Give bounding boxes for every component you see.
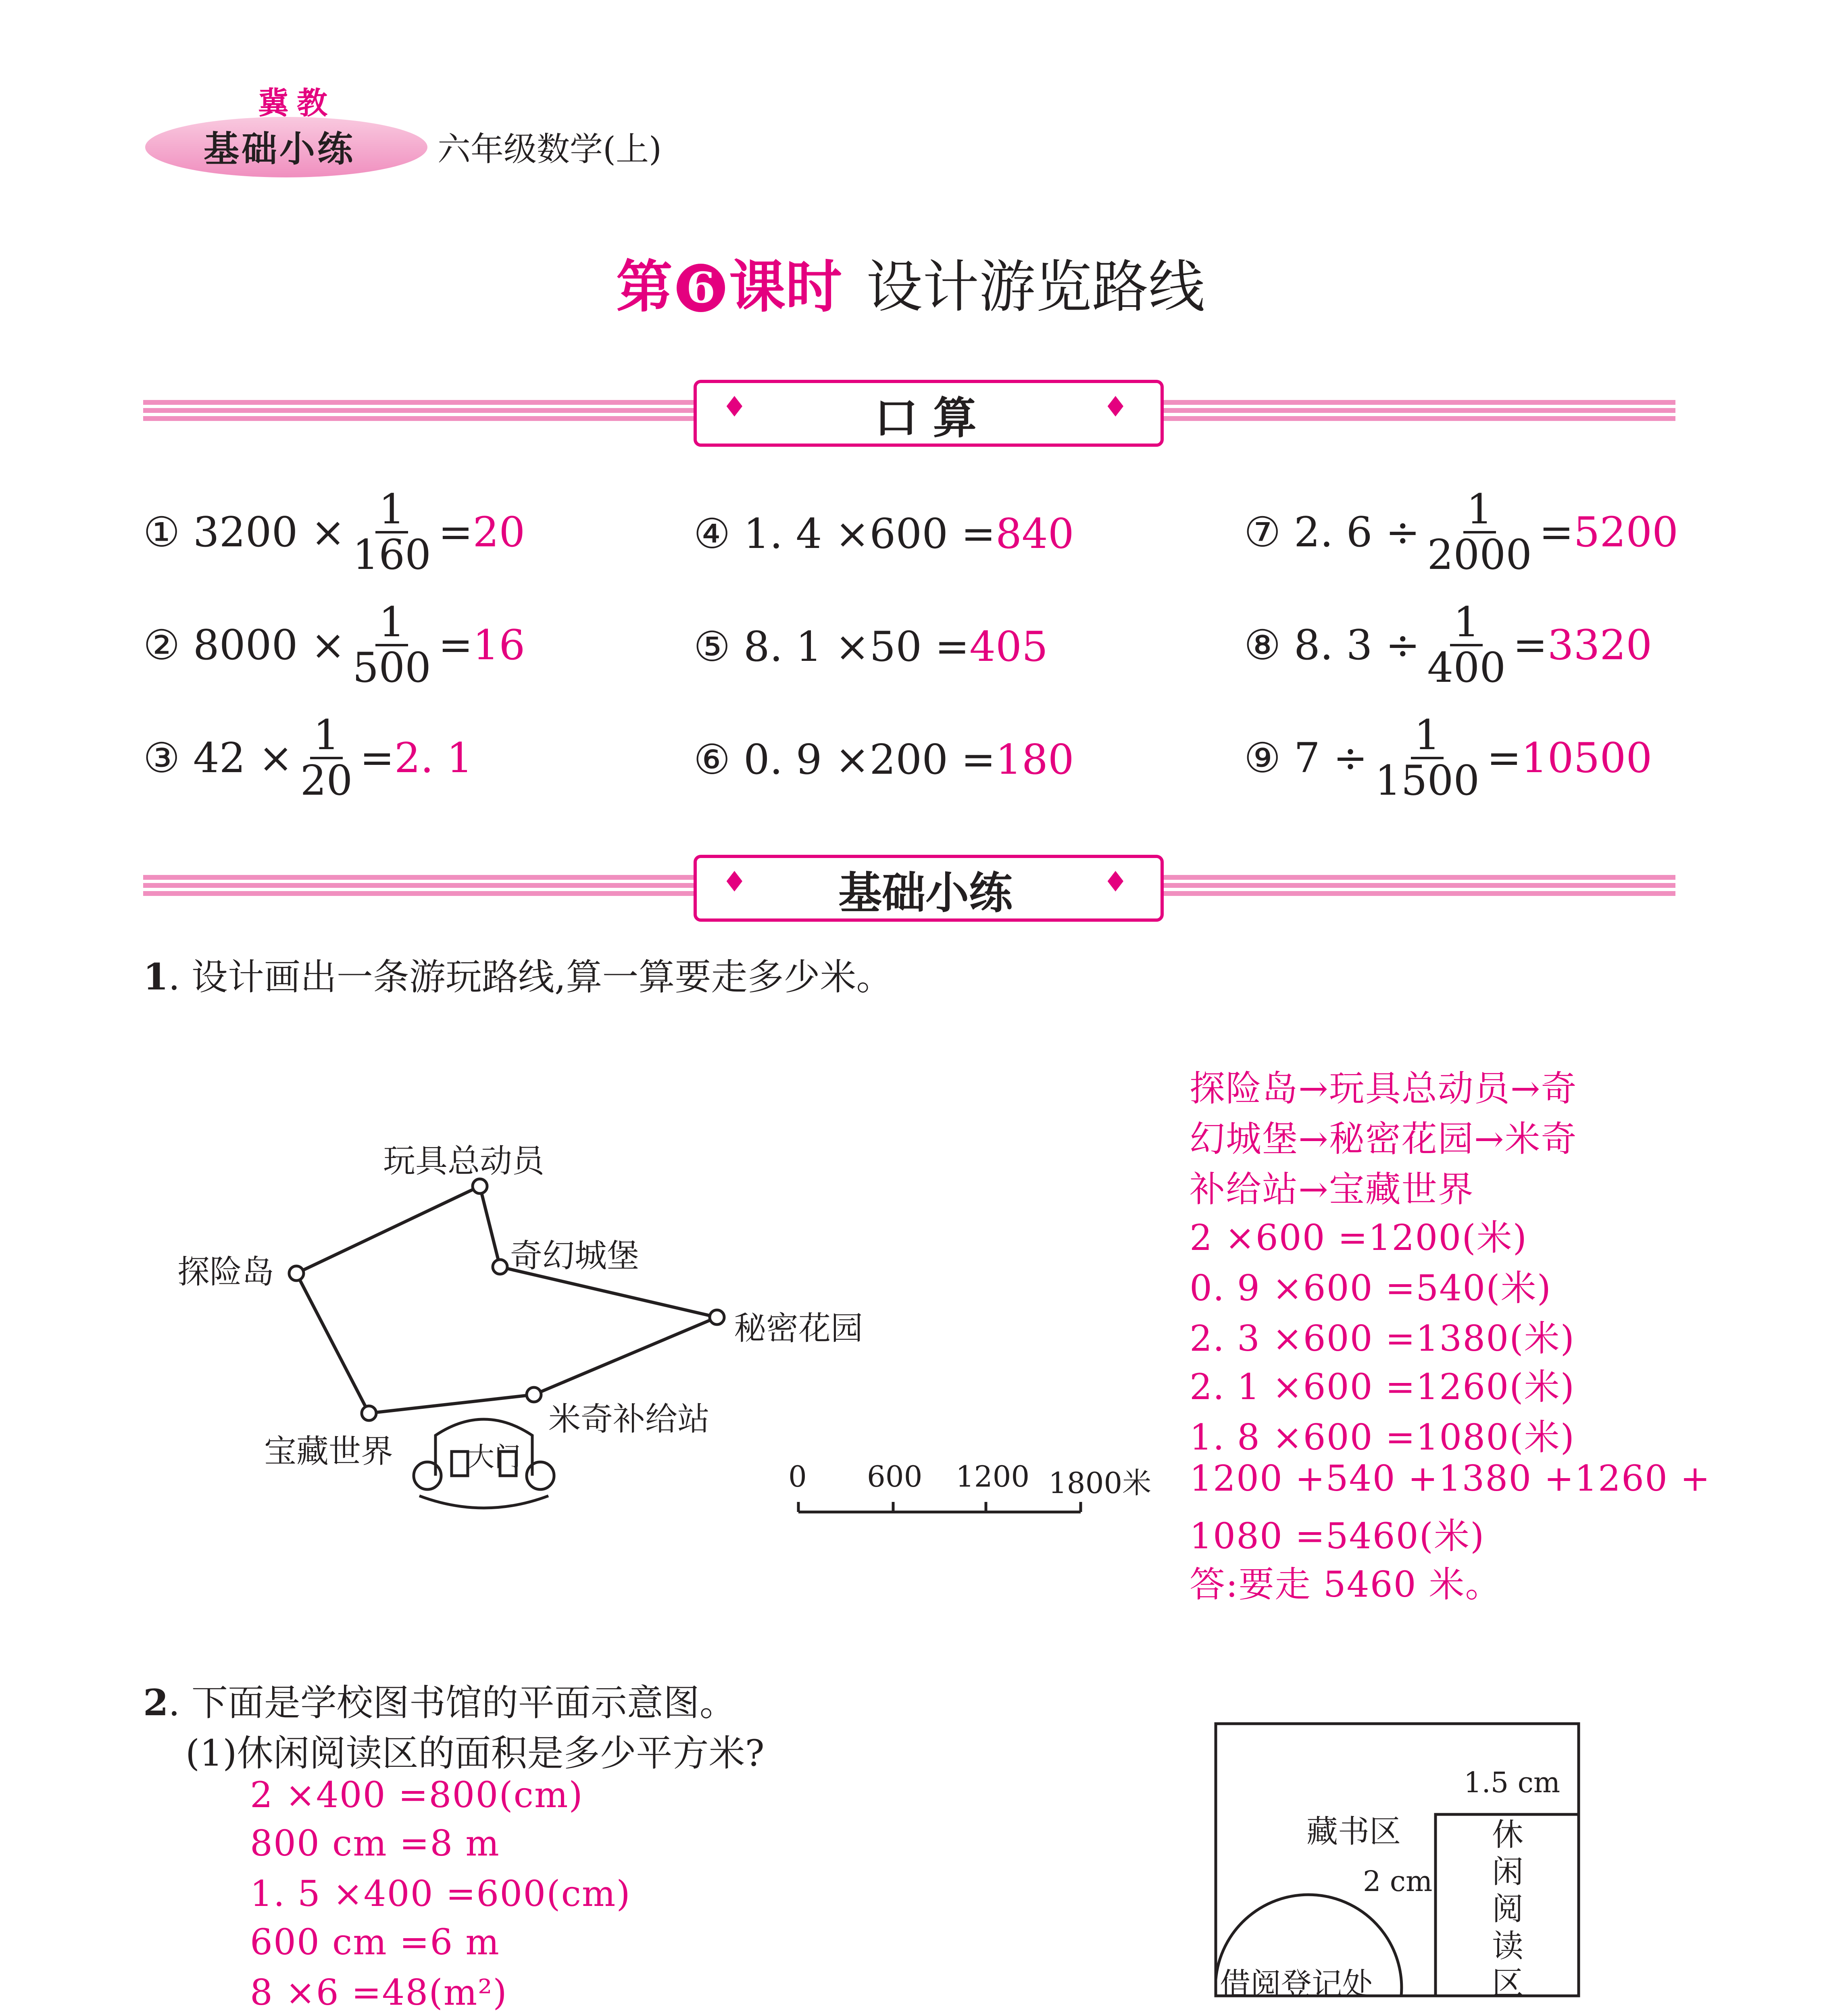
- point-treasure: [362, 1406, 376, 1420]
- header-brand: 基础小练: [204, 128, 356, 170]
- plan-height-label: 2 cm: [1363, 1865, 1433, 1898]
- diamond-icon: ♦: [722, 865, 747, 898]
- q2-prompt: 2. 下面是学校图书馆的平面示意图。: [143, 1681, 736, 1724]
- mental-item-4: ④ 1. 4 ×600 = 840: [694, 510, 1074, 558]
- scale-tick: 600: [867, 1460, 923, 1493]
- scale-tick: 0: [788, 1460, 807, 1493]
- mental-item-9: ⑨ 7 ÷ $\frac{1}{1500}$ = 10500: [1244, 711, 1652, 805]
- answer: 405: [969, 623, 1048, 671]
- q1-answer-line: 0. 9 ×600 =540(米): [1190, 1267, 1552, 1309]
- q1-answer-line: 2 ×600 =1200(米): [1190, 1217, 1527, 1258]
- q2-part1-answer: 8 ×6 =48(m²): [250, 1972, 508, 2013]
- mental-item-5: ⑤ 8. 1 ×50 = 405: [694, 623, 1048, 671]
- q1-answer-line: 探险岛→玩具总动员→奇: [1190, 1068, 1577, 1109]
- label-garden: 秘密花园: [734, 1310, 863, 1347]
- q1-answer-line: 1. 8 ×600 =1080(米): [1190, 1416, 1575, 1458]
- point-island: [289, 1266, 304, 1281]
- q1-prompt: 1. 设计画出一条游玩路线,算一算要走多少米。: [143, 956, 893, 998]
- q2-part1-answer: 1. 5 ×400 =600(cm): [250, 1873, 631, 1914]
- header-publisher: 冀教: [258, 85, 335, 121]
- q2-part1-answer: 2 ×400 =800(cm): [250, 1774, 583, 1816]
- scale-bar: [798, 1502, 1081, 1512]
- diamond-icon: ♦: [1103, 390, 1128, 423]
- answer: 16: [473, 621, 525, 669]
- lesson-prefix: 第: [616, 254, 673, 320]
- section-title-basic: 基础小练: [838, 868, 1013, 918]
- q1-answer-line: 幻城堡→秘密花园→米奇: [1190, 1118, 1577, 1160]
- mental-item-7: ⑦ 2. 6 ÷ $\frac{1}{2000}$ = 5200: [1244, 485, 1679, 579]
- lesson-suffix: 课时: [729, 254, 842, 320]
- mental-item-6: ⑥ 0. 9 ×200 = 180: [694, 736, 1074, 784]
- q2-part1-answer: 600 cm =6 m: [250, 1921, 500, 1963]
- answer: 3320: [1547, 621, 1652, 669]
- answer: 180: [996, 736, 1074, 784]
- label-treasure: 宝藏世界: [264, 1433, 393, 1470]
- point-station: [527, 1387, 541, 1402]
- mental-item-1: ① 3200 × $\frac{1}{160}$ = 20: [143, 485, 525, 579]
- header-grade: 六年级数学(上): [438, 130, 662, 169]
- point-castle: [493, 1260, 507, 1274]
- park-map: [161, 1121, 1194, 1544]
- q1-answer-line: 答:要走 5460 米。: [1190, 1564, 1502, 1605]
- mental-item-3: ③ 42 × $\frac{1}{20}$ = 2. 1: [143, 711, 473, 805]
- q1-answer-line: 1200 +540 +1380 +1260 +: [1190, 1458, 1711, 1499]
- q2-part1: (1)休闲阅读区的面积是多少平方米?: [185, 1732, 765, 1774]
- diamond-icon: ♦: [1103, 865, 1128, 898]
- plan-desk-label: 借阅登记处: [1220, 1966, 1373, 2002]
- mental-item-8: ⑧ 8. 3 ÷ $\frac{1}{400}$ = 3320: [1244, 598, 1652, 692]
- label-castle: 奇幻城堡: [510, 1237, 639, 1275]
- plan-reading-label: 休 闲 阅 读 区: [1492, 1817, 1524, 2001]
- page-title: [0, 242, 1821, 323]
- q1-answer-line: 2. 1 ×600 =1260(米): [1190, 1366, 1575, 1408]
- answer: 10500: [1521, 734, 1652, 782]
- lesson-title: 设计游览路线: [866, 254, 1205, 320]
- mental-item-2: ② 8000 × $\frac{1}{500}$ = 16: [143, 598, 525, 692]
- label-gate: 大门: [468, 1441, 521, 1472]
- label-island: 探险岛: [177, 1253, 274, 1291]
- label-station: 米奇补给站: [548, 1400, 710, 1438]
- scale-tick: 1800米: [1048, 1466, 1152, 1500]
- section-title-mental: 口 算: [874, 393, 977, 444]
- q1-answer-line: 补给站→宝藏世界: [1190, 1168, 1474, 1210]
- answer: 20: [473, 508, 525, 556]
- q2-part1-answer: 800 cm =8 m: [250, 1822, 500, 1864]
- diamond-icon: ♦: [722, 390, 747, 423]
- q1-answer-line: 2. 3 ×600 =1380(米): [1190, 1318, 1575, 1359]
- lesson-number: 6: [677, 264, 725, 312]
- q1-answer-line: 1080 =5460(米): [1190, 1515, 1485, 1557]
- route-lines: [296, 1186, 717, 1413]
- answer: 5200: [1573, 508, 1679, 556]
- scale-tick: 1200: [956, 1460, 1030, 1493]
- plan-storage-label: 藏书区: [1306, 1814, 1401, 1850]
- answer: 840: [996, 510, 1074, 558]
- label-toy: 玩具总动员: [383, 1142, 544, 1180]
- point-garden: [710, 1310, 724, 1325]
- answer: 2. 1: [394, 734, 473, 782]
- plan-width-label: 1.5 cm: [1464, 1766, 1561, 1799]
